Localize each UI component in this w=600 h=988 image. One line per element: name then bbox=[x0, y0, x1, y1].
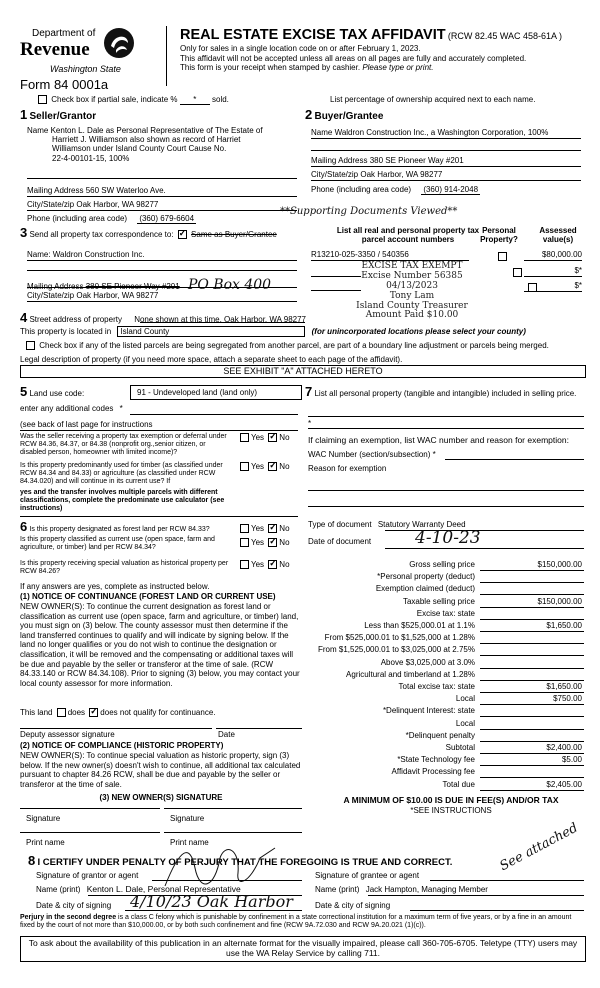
parcel-row-1-personal-checkbox[interactable] bbox=[498, 252, 507, 261]
tax-corr-name-value[interactable]: Waldron Construction Inc. bbox=[52, 250, 145, 259]
sec6-q1-yes[interactable] bbox=[240, 524, 249, 533]
buyer-mailing-label: Mailing Address bbox=[311, 156, 368, 165]
parcel-row-2-personal-checkbox[interactable] bbox=[513, 268, 522, 277]
additional-codes-underline bbox=[130, 414, 298, 415]
sec6-q3: Is this property receiving special valuation as historical property per RCW 84.26? bbox=[20, 560, 229, 576]
grantor-date-label: Date & city of signing bbox=[36, 901, 112, 910]
sec5-q1-yes[interactable] bbox=[240, 433, 249, 442]
seller-city-label: City/State/zip bbox=[27, 200, 75, 209]
section-7-num: 7 bbox=[305, 384, 313, 399]
notice1-title: (1) NOTICE OF CONTINUANCE (FOREST LAND OR CURRENT USE) bbox=[20, 592, 276, 601]
seller-name-block bbox=[27, 126, 297, 163]
street-address-label: Street address of property bbox=[29, 315, 122, 324]
tax-row-underline bbox=[480, 716, 584, 717]
buyer-name-underline bbox=[311, 138, 581, 139]
wac-label: WAC Number (section/subsection) bbox=[308, 450, 431, 459]
stamp-l2: Excise Number 56385 bbox=[361, 270, 463, 281]
doc-type-label: Type of document bbox=[308, 520, 372, 529]
seller-name-l4[interactable]: 22-4-00101-15, 100% bbox=[52, 153, 130, 163]
buyer-name-label: Name bbox=[311, 128, 333, 137]
seller-name-l1[interactable]: Kenton L. Dale as Personal Representative of The Estate of bbox=[50, 126, 263, 135]
parcel-row-2-value[interactable]: $* bbox=[574, 266, 582, 275]
sec5-q1-options: Yes ✓ No bbox=[238, 433, 290, 442]
perjury-note bbox=[20, 914, 585, 930]
tax-row-value[interactable]: $1,650.00 bbox=[546, 621, 582, 630]
buyer-city-value[interactable]: Oak Harbor, WA 98277 bbox=[360, 170, 443, 179]
grantee-sig-label: Signature of grantee or agent bbox=[315, 871, 420, 880]
deputy-sig-label: Deputy assessor signature bbox=[20, 730, 115, 739]
tax-row-underline bbox=[480, 607, 584, 608]
tax-row-underline bbox=[480, 729, 584, 730]
buyer-phone-row bbox=[311, 185, 480, 194]
tax-corr-blank-underline bbox=[27, 270, 297, 271]
tax-corr-name-label: Name: bbox=[27, 250, 51, 259]
parcel-row-3-value-underline bbox=[524, 291, 582, 292]
sec6-q3-no[interactable] bbox=[268, 560, 277, 569]
reason-underline-1 bbox=[308, 490, 584, 491]
owner-print-label-1: Print name bbox=[26, 838, 65, 847]
seller-mailing-underline bbox=[27, 196, 297, 197]
sec6-q2-yes[interactable] bbox=[240, 538, 249, 547]
sec5-bottom-divider bbox=[20, 516, 298, 517]
sec6-q1-no[interactable] bbox=[268, 524, 277, 533]
partial-sale-percent[interactable]: * bbox=[180, 95, 210, 105]
tax-row-label: Agricultural and timberland at 1.28% bbox=[346, 670, 475, 679]
sec6-q2-no[interactable] bbox=[268, 538, 277, 547]
dor-swirl-icon bbox=[102, 26, 136, 60]
section-8-num: 8 bbox=[28, 853, 36, 868]
segregated-row bbox=[24, 341, 549, 350]
list-percent-note: List percentage of ownership acquired next to each name. bbox=[330, 95, 536, 104]
notice1-body: NEW OWNER(S): To continue the current designation as forest land or classification as current use (open space, farm and agriculture, or timber) land, you must sign on (3) below. The county assessor must then determine if the land transferred continues to qualify and will indicate by signing below. If the land no longer qualifies or you do not wish to continue the designation or classification, it will be removed and the compensating or additional taxes will be due and payable by the seller or transferor at the time of sale. (RCW 84.33.140 or RCW 84.34.108). Prior to signing (3) below, you may contact your local county assessor for more information. bbox=[20, 602, 300, 688]
tax-row-underline bbox=[480, 765, 584, 766]
sec6-intro: If any answers are yes, complete as instructed below. bbox=[20, 582, 210, 591]
sec5-q1-no[interactable] bbox=[268, 433, 277, 442]
owner-print-label-2: Print name bbox=[170, 838, 209, 847]
header-subtext bbox=[180, 44, 526, 73]
additional-codes-label: enter any additional codes bbox=[20, 404, 114, 413]
wac-underline bbox=[445, 459, 584, 460]
tax-row-label: *Delinquent Interest: state bbox=[382, 706, 475, 715]
personal-property-underline2 bbox=[308, 428, 584, 429]
buyer-phone-label: Phone (including area code) bbox=[311, 185, 412, 194]
tax-row-label: Local bbox=[455, 694, 475, 703]
street-address-value[interactable]: None shown at this time, Oak Harbor, WA 98277 bbox=[134, 315, 306, 324]
county-select[interactable]: Island County bbox=[117, 326, 305, 337]
exemption-label: If claiming an exemption, list WAC number and reason for exemption: bbox=[308, 435, 569, 445]
tax-row-value[interactable]: $2,405.00 bbox=[546, 780, 582, 789]
sec6-q2-options: Yes ✓ No bbox=[238, 538, 290, 547]
grantor-name-label: Name (print) bbox=[36, 885, 81, 894]
sec5-q2a: Is this property predominantly used for timber (as classified under RCW 84.34 and 84.33) or agriculture (as classified under RCW 84.34.020) and will continue in its current use? If bbox=[20, 462, 223, 486]
header-sub3-italic: Please type or print. bbox=[362, 63, 434, 73]
tax-row-value[interactable]: $750.00 bbox=[553, 694, 582, 703]
segregated-label: Check box if any of the listed parcels are being segregated from another parcel, are part of a boundary line adjustment or parcels being merged. bbox=[39, 341, 549, 350]
doc-date-label: Date of document bbox=[308, 537, 372, 546]
supporting-docs-stamp: **Supporting Documents Viewed** bbox=[280, 206, 458, 217]
deputy-sig-line bbox=[20, 728, 212, 729]
alt-format-notice: To ask about the availability of this publication in an alternate format for the visually impaired, please call 360-705-6705. Teletype (TTY) users may use the WA Relay Service by calling 711. bbox=[20, 936, 586, 962]
sec5-q2-no[interactable] bbox=[268, 462, 277, 471]
segregated-checkbox[interactable] bbox=[26, 341, 35, 350]
tax-row-label: From $525,000.01 to $1,525,000 at 1.28% bbox=[324, 633, 475, 642]
owner-sig-label-1: Signature bbox=[26, 814, 61, 823]
owner-print-line-2 bbox=[164, 832, 302, 833]
same-as-buyer-checkbox[interactable] bbox=[178, 230, 187, 239]
sec6-q1-row bbox=[20, 520, 232, 535]
see-back-note: (see back of last page for instructions bbox=[20, 420, 153, 429]
stamp-l1: EXCISE TAX EXEMPT bbox=[361, 261, 463, 271]
certify-text: I CERTIFY UNDER PENALTY OF PERJURY THAT THE FOREGOING IS TRUE AND CORRECT. bbox=[37, 857, 453, 868]
seller-city-underline bbox=[27, 210, 297, 211]
sec5-divider bbox=[20, 430, 298, 431]
buyer-name-row bbox=[311, 128, 548, 137]
seller-mailing-label: Mailing Address bbox=[27, 186, 84, 195]
personal-property-label: List all personal property (tangible and intangible) included in selling price. bbox=[314, 389, 577, 398]
stamp-l6: Amount Paid $10.00 bbox=[365, 310, 459, 321]
grantor-sig-label: Signature of grantor or agent bbox=[36, 871, 139, 880]
see-instructions-note: *SEE INSTRUCTIONS bbox=[410, 806, 492, 815]
buyer-mailing-underline bbox=[311, 166, 581, 167]
legal-desc-field[interactable]: SEE EXHIBIT "A" ATTACHED HERETO bbox=[20, 365, 586, 378]
seller-name-underline bbox=[27, 178, 297, 179]
sec5-q2b: yes and the transfer involves multiple parcels with different classifications, complete the predominate use calculator (see instructions) bbox=[20, 489, 225, 513]
dor-logo bbox=[18, 24, 138, 80]
tax-row-underline bbox=[480, 790, 584, 791]
sec6-q1: Is this property designated as forest land per RCW 84.33? bbox=[29, 526, 210, 533]
tax-row-label: Gross selling price bbox=[409, 560, 475, 569]
grantor-sig-line[interactable] bbox=[152, 880, 302, 881]
grantee-date-line[interactable] bbox=[410, 910, 584, 911]
tax-corr-mailing-label: Mailing Address bbox=[27, 282, 84, 291]
seller-name-l3[interactable]: Williamson under Island County Court Cause No. bbox=[52, 144, 227, 154]
wac-value[interactable]: * bbox=[432, 450, 436, 459]
section-3-row bbox=[20, 226, 277, 241]
notice2-title: (2) NOTICE OF COMPLIANCE (HISTORIC PROPERTY) bbox=[20, 741, 224, 750]
continuance-row: This land does ✓ does not qualify for continuance. bbox=[20, 708, 215, 717]
sec6-q3-yes[interactable] bbox=[240, 560, 249, 569]
partial-sale-label: Check box if partial sale, indicate % bbox=[51, 95, 178, 104]
tax-row-label: Above $3,025,000 at 3.0% bbox=[380, 658, 475, 667]
located-label: This property is located in bbox=[20, 327, 112, 336]
section-7-row bbox=[305, 385, 585, 400]
deputy-date-line bbox=[216, 728, 302, 729]
personal-property-underline bbox=[308, 416, 584, 417]
tax-corr-city-underline bbox=[27, 301, 297, 302]
sec5-q2-options: Yes ✓ No bbox=[238, 462, 290, 471]
section-4-row bbox=[20, 311, 306, 326]
tax-row-underline bbox=[480, 692, 584, 693]
stamp-l3: 04/13/2023 bbox=[386, 280, 438, 291]
grantee-name-value[interactable]: Jack Hampton, Managing Member bbox=[365, 885, 488, 894]
dept-line2: Revenue bbox=[20, 39, 90, 60]
buyer-city-row bbox=[311, 170, 442, 179]
sec6-q2: Is this property classified as current use (open space, farm and agriculture, or timber) land per RCW 84.34? bbox=[20, 536, 215, 552]
buyer-mailing-row bbox=[311, 156, 464, 165]
tax-row-label: Subtotal bbox=[445, 743, 475, 752]
tax-row-underline bbox=[480, 680, 584, 681]
section-4-num: 4 bbox=[20, 310, 28, 325]
reason-underline-2 bbox=[308, 506, 584, 507]
tax-row-label: Excise tax: state bbox=[416, 609, 475, 618]
grantee-name-row bbox=[315, 885, 488, 894]
tax-row-underline bbox=[480, 704, 584, 705]
parcel-row-3-value[interactable]: $* bbox=[574, 281, 582, 290]
grantee-sig-line[interactable] bbox=[430, 880, 584, 881]
does-qualify-checkbox[interactable] bbox=[57, 708, 66, 717]
tax-corr-name-row bbox=[27, 250, 145, 259]
form-title-row bbox=[180, 27, 562, 44]
sec6-q1-options: Yes ✓ No bbox=[238, 524, 290, 533]
tax-row-value[interactable]: $2,400.00 bbox=[546, 743, 582, 752]
parcel-row-1-value[interactable]: $80,000.00 bbox=[541, 250, 582, 259]
tax-row-value[interactable]: $150,000.00 bbox=[537, 560, 582, 569]
partial-sale-checkbox[interactable] bbox=[38, 95, 47, 104]
seller-phone-row bbox=[27, 214, 196, 223]
tax-row-label: From $1,525,000.01 to $3,025,000 at 2.75% bbox=[317, 645, 475, 654]
tax-row-value[interactable]: $1,650.00 bbox=[546, 682, 582, 691]
grantee-name-line bbox=[368, 895, 584, 896]
parcel-row-1-number[interactable]: R13210-025-3350 / 540356 bbox=[311, 250, 409, 259]
tax-row-label: Total due bbox=[442, 780, 475, 789]
tax-row-value[interactable]: $5.00 bbox=[561, 755, 582, 764]
perjury-text: is a class C felony which is punishable by confinement in a state correctional institution for a maximum term of five years, or by a fine in an amount fixed by the court of not more than $10,000.00, or by both such confinement and fine (RCW 9A.72.030 and RCW 9A.20.021 (1)(c)). bbox=[20, 914, 572, 930]
tax-row-underline bbox=[480, 753, 584, 754]
land-use-label: Land use code: bbox=[29, 389, 85, 398]
parcel-row-2-value-underline bbox=[524, 276, 582, 277]
parcel-header: List all real and personal property tax parcel account numbers bbox=[336, 226, 480, 245]
owner-sig-line-1 bbox=[20, 808, 160, 809]
partial-sale-row bbox=[36, 95, 229, 105]
excise-exempt-stamp bbox=[352, 262, 472, 321]
tax-row-underline bbox=[480, 631, 584, 632]
seller-mailing-row bbox=[27, 186, 166, 195]
tax-row-underline bbox=[480, 582, 584, 583]
dept-line1: Department of bbox=[32, 28, 96, 39]
notice3-title: (3) NEW OWNER(S) SIGNATURE bbox=[99, 793, 223, 802]
seller-phone-value[interactable]: (360) 679-6604 bbox=[139, 214, 195, 223]
seller-name-label: Name bbox=[27, 126, 49, 135]
reason-label: Reason for exemption bbox=[308, 464, 387, 473]
buyer-name-underline2 bbox=[311, 150, 581, 151]
parcel-row-1-value-underline bbox=[524, 260, 582, 261]
stamp-l5: Island County Treasurer bbox=[356, 300, 468, 311]
grantor-date-line bbox=[125, 910, 302, 911]
tax-row-label: *Delinquent penalty bbox=[405, 731, 475, 740]
section-5-num: 5 bbox=[20, 384, 28, 399]
tax-corr-mailing-struck[interactable]: 380 SE Pioneer Way #201 bbox=[85, 282, 180, 291]
additional-codes-row bbox=[20, 404, 123, 413]
section-6-num: 6 bbox=[20, 519, 28, 534]
does-not-qualify-checkbox[interactable] bbox=[89, 708, 98, 717]
legal-desc-label: Legal description of property (if you need more space, attach a separate sheet to each page of the affidavit). bbox=[20, 355, 403, 364]
perjury-bold: Perjury in the second degree bbox=[20, 914, 117, 921]
tax-row-underline bbox=[480, 570, 584, 571]
tax-corr-city-label: City/State/zip bbox=[27, 291, 75, 300]
buyer-city-underline bbox=[311, 180, 581, 181]
section-5-row bbox=[20, 385, 84, 400]
section-3-label: Send all property tax correspondence to: bbox=[29, 230, 174, 239]
sec5-q1: Was the seller receiving a property tax exemption or deferral under RCW 84.36, 84.37, or 84.38 (nonprofit org.,senior citizen, or disabled person, homeowner with limited income)? bbox=[20, 433, 227, 457]
buyer-phone-value[interactable]: (360) 914-2048 bbox=[423, 185, 479, 194]
buyer-mailing-value[interactable]: 380 SE Pioneer Way #201 bbox=[369, 156, 464, 165]
tax-row-underline bbox=[480, 668, 584, 669]
seller-mailing-value[interactable]: 560 SW Waterloo Ave. bbox=[85, 186, 166, 195]
wac-row bbox=[308, 450, 436, 459]
assessed-value-header: Assessed value(s) bbox=[539, 226, 577, 245]
header-divider bbox=[166, 26, 167, 86]
form-title: REAL ESTATE EXCISE TAX AFFIDAVIT bbox=[180, 27, 446, 43]
tax-corr-mailing-handwritten[interactable]: PO Box 400 bbox=[187, 277, 272, 293]
tax-corr-city-row bbox=[27, 291, 158, 300]
tax-row-underline bbox=[480, 777, 584, 778]
grantor-date-value[interactable]: 4/10/23 Oak Harbor bbox=[130, 892, 293, 911]
personal-property-value[interactable]: * bbox=[308, 419, 312, 428]
located-row bbox=[20, 326, 526, 337]
land-use-select[interactable]: 91 - Undeveloped land (land only) bbox=[130, 385, 302, 400]
header-sub3: This form is your receipt when stamped by cashier. bbox=[180, 63, 361, 73]
tax-row-label: Total excise tax: state bbox=[398, 682, 475, 691]
dept-line3: Washington State bbox=[50, 64, 121, 74]
doc-date-value[interactable]: 4-10-23 bbox=[415, 528, 481, 548]
header-sub1: Only for sales in a single location code on or after February 1, 2023. bbox=[180, 44, 421, 53]
deputy-date-label: Date bbox=[218, 730, 235, 739]
sec5-q2-yes[interactable] bbox=[240, 462, 249, 471]
header-sub2: This affidavit will not be accepted unless all areas on all pages are fully and accurately completed. bbox=[180, 53, 527, 63]
tax-row-underline bbox=[480, 594, 584, 595]
seller-city-row bbox=[27, 200, 158, 209]
partial-sale-sold: sold. bbox=[212, 95, 229, 104]
tax-row-underline bbox=[480, 643, 584, 644]
owner-print-line-1 bbox=[20, 832, 160, 833]
tax-corr-name-underline bbox=[27, 260, 297, 261]
tax-corr-mailing-underline bbox=[27, 287, 297, 288]
owner-sig-line-2 bbox=[164, 808, 302, 809]
minimum-due-note: A MINIMUM OF $10.00 IS DUE IN FEE(S) AND/OR TAX bbox=[343, 795, 559, 805]
doc-type-value[interactable]: Statutory Warranty Deed bbox=[377, 520, 466, 529]
grantor-name-value[interactable]: Kenton L. Dale, Personal Representative bbox=[86, 884, 241, 894]
seller-phone-label: Phone (including area code) bbox=[27, 214, 128, 223]
tax-row-label: *State Technology fee bbox=[397, 755, 475, 764]
grantee-signature-handwritten: See attached bbox=[497, 820, 581, 875]
tax-row-underline bbox=[480, 741, 584, 742]
tax-row-underline bbox=[480, 655, 584, 656]
grantee-name-label: Name (print) bbox=[315, 885, 360, 894]
buyer-name-value[interactable]: Waldron Construction Inc., a Washington Corporation, 100% bbox=[334, 128, 549, 137]
notice2-body: NEW OWNER(S): To continue special valuation as historic property, sign (3) below. If the new owner(s) doesn't wish to continue, all additional tax calculated pursuant to chapter 84.26 RCW, shall be due and payable by the seller or transferor at the time of sale. bbox=[20, 751, 301, 789]
form-number: Form 84 0001a bbox=[20, 77, 109, 92]
tax-row-label: Local bbox=[455, 719, 475, 728]
located-note: (for unincorporated locations please select your county) bbox=[311, 327, 526, 336]
personal-property-header: Personal Property? bbox=[480, 226, 518, 245]
tax-row-label: *Personal property (deduct) bbox=[377, 572, 475, 581]
tax-row-underline bbox=[480, 619, 584, 620]
tax-row-label: Less than $525,000.01 at 1.1% bbox=[364, 621, 475, 630]
buyer-city-label: City/State/zip bbox=[311, 170, 359, 179]
tax-row-label: Affidavit Processing fee bbox=[391, 767, 475, 776]
tax-row-label: Taxable selling price bbox=[402, 597, 475, 606]
same-as-buyer-label: Same as Buyer/Grantee bbox=[191, 230, 277, 239]
tax-row-label: Exemption claimed (deduct) bbox=[375, 584, 475, 593]
seller-name-l2[interactable]: Harriett J. Williamson also shown as record of Harriet bbox=[52, 135, 241, 145]
owner-sig-label-2: Signature bbox=[170, 814, 205, 823]
section-2-heading: 2 Buyer/Grantee bbox=[305, 107, 384, 122]
street-address-underline bbox=[140, 322, 305, 323]
section-1-heading: 1 Seller/Grantor bbox=[20, 107, 97, 122]
section-3-num: 3 bbox=[20, 225, 28, 240]
sec6-q3-options: Yes ✓ No bbox=[238, 560, 290, 569]
stamp-l4: Tony Lam bbox=[389, 290, 435, 301]
tax-row-value[interactable]: $150,000.00 bbox=[537, 597, 582, 606]
grantee-date-label: Date & city of signing bbox=[315, 901, 391, 910]
doc-date-underline bbox=[385, 548, 584, 549]
form-title-ref: (RCW 82.45 WAC 458-61A ) bbox=[447, 31, 563, 41]
seller-city-value[interactable]: Oak Harbor, WA 98277 bbox=[76, 200, 159, 209]
additional-codes-value[interactable]: * bbox=[119, 404, 123, 413]
tax-corr-city-value[interactable]: Oak Harbor, WA 98277 bbox=[76, 291, 159, 300]
